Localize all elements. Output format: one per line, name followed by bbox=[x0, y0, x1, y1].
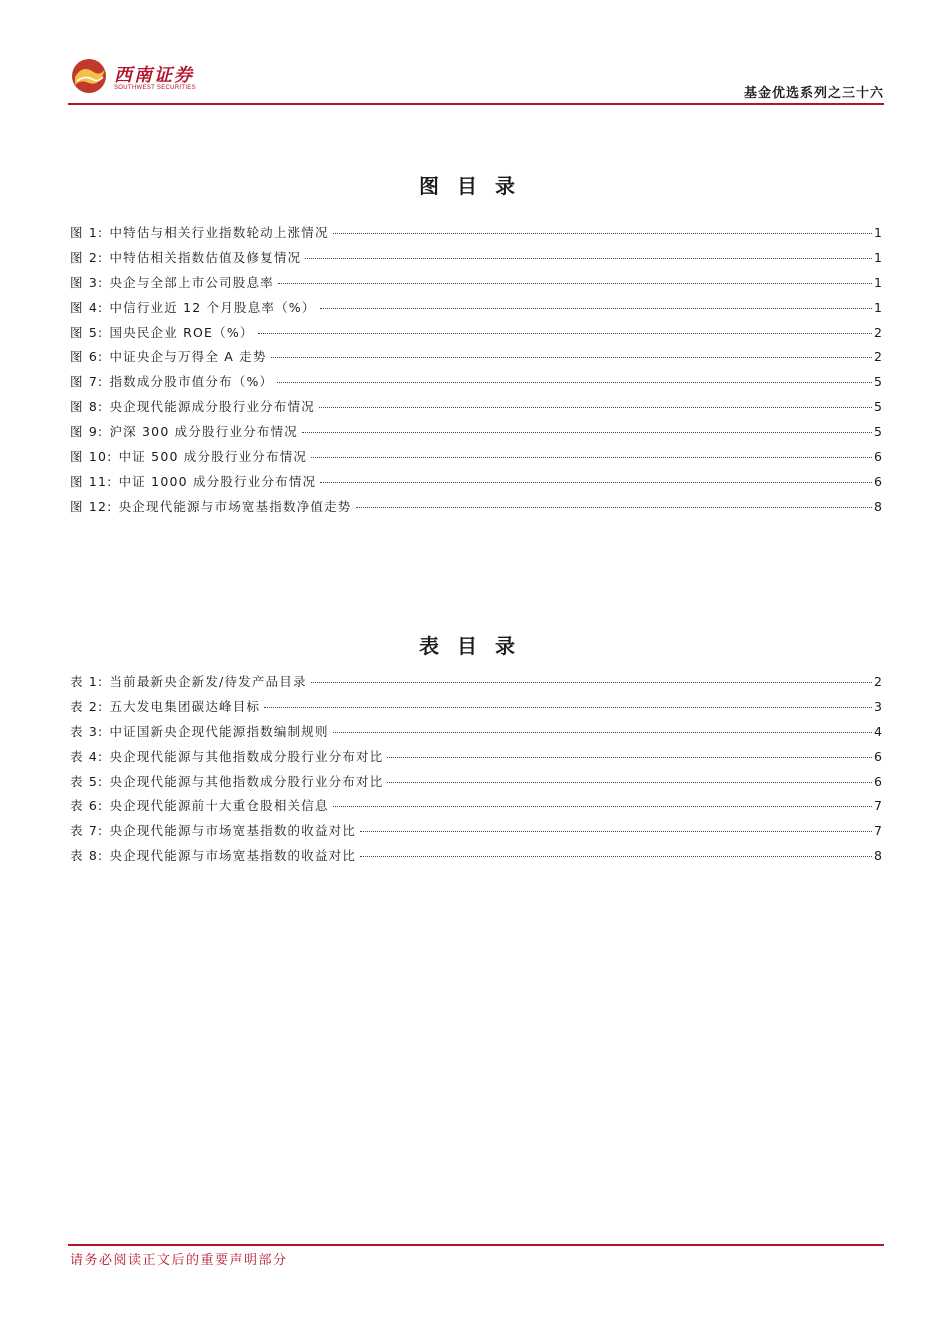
toc-entry[interactable] bbox=[70, 246, 882, 271]
figure-toc-list bbox=[70, 221, 882, 520]
toc-entry-page: 4 bbox=[874, 723, 882, 739]
toc-entry-label: 图 1: bbox=[70, 225, 104, 240]
toc-leader-dots bbox=[356, 506, 873, 508]
toc-entry-title: 中证央企与万得全 A 走势 bbox=[109, 349, 267, 365]
toc-entry[interactable] bbox=[70, 770, 882, 795]
toc-entry-label: 图 9: bbox=[70, 424, 104, 440]
toc-entry-label: 图 12: bbox=[70, 498, 113, 514]
toc-leader-dots bbox=[277, 381, 872, 383]
toc-entry-page: 6 bbox=[874, 473, 882, 489]
toc-entry-page: 1 bbox=[874, 225, 882, 240]
toc-entry-label: 图 7: bbox=[70, 374, 104, 390]
toc-entry-label: 表 8: bbox=[70, 848, 104, 864]
toc-entry[interactable] bbox=[70, 470, 882, 495]
toc-entry[interactable] bbox=[70, 819, 882, 844]
toc-leader-dots bbox=[258, 332, 872, 334]
toc-entry-label: 表 2: bbox=[70, 698, 104, 714]
figure-toc-title: 图目录 bbox=[419, 174, 533, 198]
toc-entry-label: 表 1: bbox=[70, 674, 104, 689]
toc-entry-label: 图 8: bbox=[70, 399, 104, 415]
toc-entry-page: 2 bbox=[874, 324, 882, 340]
toc-leader-dots bbox=[271, 356, 872, 358]
toc-entry-page: 6 bbox=[874, 449, 882, 465]
toc-leader-dots bbox=[320, 307, 872, 309]
toc-entry-page: 8 bbox=[874, 848, 882, 864]
company-logo bbox=[70, 57, 200, 97]
toc-entry-title: 央企现代能源与其他指数成分股行业分布对比 bbox=[109, 748, 384, 764]
toc-entry-page: 6 bbox=[874, 748, 882, 764]
toc-entry-title: 央企现代能源与市场宽基指数的收益对比 bbox=[109, 848, 357, 864]
toc-entry[interactable] bbox=[70, 395, 882, 420]
toc-entry[interactable] bbox=[70, 445, 882, 470]
toc-leader-dots bbox=[333, 731, 872, 733]
toc-entry-label: 表 6: bbox=[70, 798, 104, 814]
logo-emblem-icon bbox=[70, 57, 110, 97]
toc-entry-label: 图 2: bbox=[70, 249, 104, 265]
toc-entry-page: 2 bbox=[874, 349, 882, 365]
toc-entry[interactable] bbox=[70, 221, 882, 246]
toc-entry-title: 中证 1000 成分股行业分布情况 bbox=[118, 473, 317, 489]
toc-entry[interactable] bbox=[70, 670, 882, 695]
toc-entry-label: 图 6: bbox=[70, 349, 104, 365]
toc-leader-dots bbox=[278, 282, 872, 284]
toc-entry-title: 当前最新央企新发/待发产品目录 bbox=[109, 674, 307, 689]
toc-entry[interactable] bbox=[70, 345, 882, 370]
toc-entry[interactable] bbox=[70, 844, 882, 869]
toc-leader-dots bbox=[302, 431, 872, 433]
toc-entry-title: 中信行业近 12 个月股息率（%） bbox=[109, 299, 316, 315]
toc-entry-label: 图 11: bbox=[70, 473, 113, 489]
toc-entry[interactable] bbox=[70, 420, 882, 445]
toc-leader-dots bbox=[387, 781, 872, 783]
toc-leader-dots bbox=[387, 756, 872, 758]
toc-entry-title: 央企现代能源与其他指数成分股行业分布对比 bbox=[109, 773, 384, 789]
toc-entry-label: 表 7: bbox=[70, 823, 104, 839]
toc-entry[interactable] bbox=[70, 745, 882, 770]
series-title: 基金优选系列之三十六 bbox=[743, 86, 884, 101]
toc-entry-label: 图 10: bbox=[70, 449, 113, 465]
toc-entry-title: 沪深 300 成分股行业分布情况 bbox=[109, 424, 298, 440]
toc-entry-page: 1 bbox=[874, 274, 882, 290]
page-header bbox=[68, 55, 884, 105]
logo-english-name: SOUTHWEST SECURITIES bbox=[114, 85, 196, 91]
toc-entry-title: 指数成分股市值分布（%） bbox=[109, 374, 274, 390]
toc-entry-title: 国央民企业 ROE（%） bbox=[109, 324, 254, 340]
toc-entry-title: 央企现代能源与市场宽基指数的收益对比 bbox=[109, 823, 357, 839]
toc-entry-title: 中特估相关指数估值及修复情况 bbox=[109, 249, 302, 265]
table-toc-list bbox=[70, 670, 882, 869]
toc-entry-title: 中特估与相关行业指数轮动上涨情况 bbox=[109, 225, 329, 240]
toc-entry-title: 央企现代能源前十大重仓股相关信息 bbox=[109, 798, 329, 814]
toc-entry-page: 7 bbox=[874, 823, 882, 839]
toc-entry-label: 图 4: bbox=[70, 299, 104, 315]
toc-entry-title: 中证 500 成分股行业分布情况 bbox=[118, 449, 308, 465]
toc-leader-dots bbox=[320, 481, 872, 483]
toc-entry-title: 央企现代能源与市场宽基指数净值走势 bbox=[118, 498, 352, 514]
toc-entry-title: 中证国新央企现代能源指数编制规则 bbox=[109, 723, 329, 739]
toc-entry[interactable] bbox=[70, 321, 882, 346]
toc-entry[interactable] bbox=[70, 296, 882, 321]
toc-entry[interactable] bbox=[70, 720, 882, 745]
toc-leader-dots bbox=[319, 406, 872, 408]
toc-entry-title: 央企现代能源成分股行业分布情况 bbox=[109, 399, 315, 415]
toc-entry-label: 图 3: bbox=[70, 274, 104, 290]
toc-entry-page: 2 bbox=[874, 674, 882, 689]
toc-leader-dots bbox=[264, 706, 872, 708]
toc-entry-label: 表 4: bbox=[70, 748, 104, 764]
footer-notice: 请务必阅读正文后的重要声明部分 bbox=[70, 1253, 288, 1268]
toc-leader-dots bbox=[333, 805, 872, 807]
toc-entry-page: 5 bbox=[874, 399, 882, 415]
toc-leader-dots bbox=[311, 456, 872, 458]
toc-entry[interactable] bbox=[70, 695, 882, 720]
toc-entry-page: 6 bbox=[874, 773, 882, 789]
toc-entry[interactable] bbox=[70, 370, 882, 395]
logo-chinese-name: 西南证券 bbox=[114, 65, 194, 86]
toc-entry[interactable] bbox=[70, 794, 882, 819]
toc-entry-label: 表 5: bbox=[70, 773, 104, 789]
toc-entry[interactable] bbox=[70, 495, 882, 520]
toc-leader-dots bbox=[311, 681, 872, 683]
header-divider bbox=[68, 103, 884, 105]
toc-entry-page: 1 bbox=[874, 249, 882, 265]
toc-entry-page: 1 bbox=[874, 299, 882, 315]
toc-leader-dots bbox=[360, 855, 872, 857]
toc-entry-title: 五大发电集团碳达峰目标 bbox=[109, 698, 261, 714]
toc-leader-dots bbox=[360, 830, 872, 832]
footer-divider bbox=[68, 1244, 884, 1246]
toc-leader-dots bbox=[305, 257, 872, 259]
toc-entry-page: 8 bbox=[874, 498, 882, 514]
table-toc-title: 表目录 bbox=[419, 634, 533, 658]
toc-entry-page: 7 bbox=[874, 798, 882, 814]
toc-entry-page: 5 bbox=[874, 424, 882, 440]
toc-entry-label: 表 3: bbox=[70, 723, 104, 739]
toc-entry-title: 央企与全部上市公司股息率 bbox=[109, 274, 274, 290]
toc-entry-label: 图 5: bbox=[70, 324, 104, 340]
toc-entry-page: 3 bbox=[874, 698, 882, 714]
toc-entry[interactable] bbox=[70, 271, 882, 296]
toc-entry-page: 5 bbox=[874, 374, 882, 390]
toc-leader-dots bbox=[333, 232, 872, 234]
